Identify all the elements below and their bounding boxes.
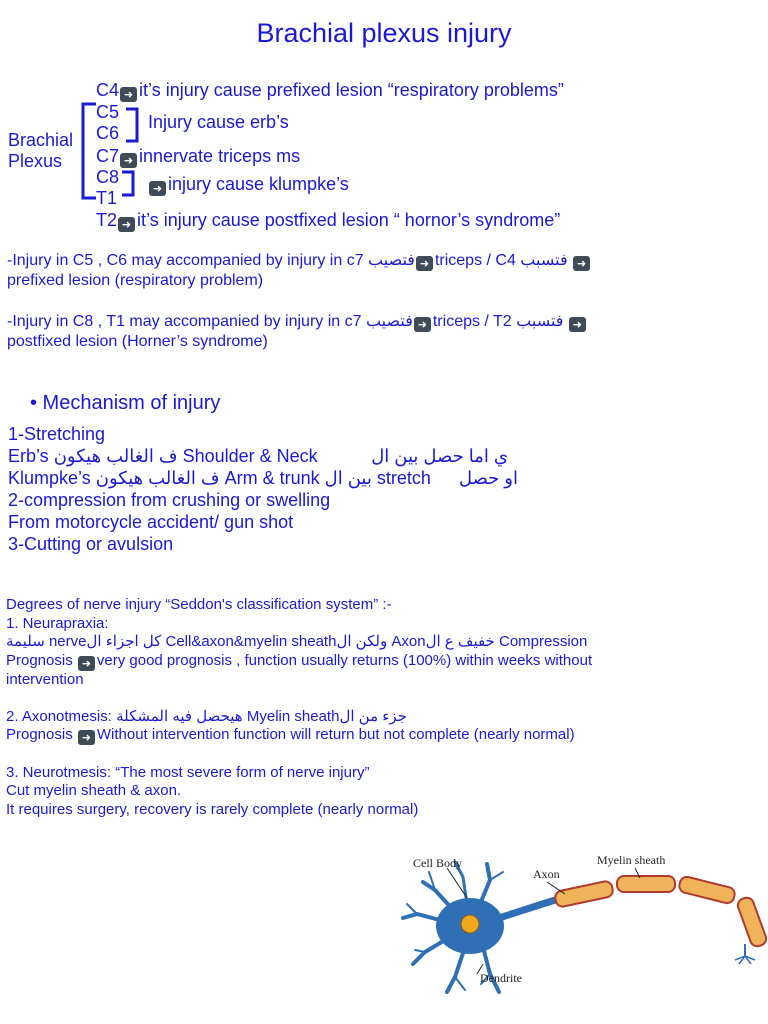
c5-root: C5 bbox=[96, 102, 120, 122]
myelin-segments bbox=[554, 875, 768, 948]
c8t1-bracket bbox=[122, 172, 133, 195]
mechanism-heading: • Mechanism of injury bbox=[30, 392, 221, 414]
arrow-right-icon: ➜ bbox=[573, 256, 590, 271]
t2-line: T2 ➜ it’s injury cause postfixed lesion “ hornor’s syndrome” bbox=[96, 210, 561, 231]
axon-label: Axon bbox=[533, 867, 560, 881]
arrow-right-icon: ➜ bbox=[78, 730, 95, 745]
c5c6-bracket bbox=[126, 109, 137, 141]
arrow-right-icon: ➜ bbox=[569, 317, 586, 332]
arrow-right-icon: ➜ bbox=[120, 87, 137, 102]
dendrite-label: Dendrite bbox=[480, 971, 522, 985]
nucleus-shape bbox=[461, 915, 479, 933]
c7-line: C7 ➜ innervate triceps ms bbox=[96, 146, 301, 167]
page-title: Brachial plexus injury bbox=[256, 18, 512, 48]
note-c8t1: -Injury in C8 , T1 may accompanied by injury in c7 فتصيب ➜ triceps / T2 فتسبب ➜ postfixed lesion (Horner’s syndrome) bbox=[7, 312, 588, 352]
arrow-right-icon: ➜ bbox=[78, 656, 95, 671]
c8-root: C8 bbox=[96, 167, 120, 187]
c8t1-line: ➜ injury cause klumpke’s bbox=[148, 174, 349, 196]
arrow-right-icon: ➜ bbox=[118, 217, 135, 232]
neuron-diagram bbox=[395, 842, 768, 1024]
cell-body-label: Cell Body bbox=[413, 856, 463, 870]
brachial-plexus-label: Brachial Plexus bbox=[8, 130, 74, 171]
arrow-right-icon: ➜ bbox=[149, 181, 166, 196]
c6-root: C6 bbox=[96, 123, 120, 143]
axon-hillock bbox=[499, 900, 555, 918]
arrow-right-icon: ➜ bbox=[414, 317, 431, 332]
arrow-right-icon: ➜ bbox=[416, 256, 433, 271]
t1-root: T1 bbox=[96, 188, 118, 208]
c5c6-text: Injury cause erb’s bbox=[148, 112, 289, 132]
myelin-sheath-label: Myelin sheath bbox=[597, 853, 666, 867]
degrees-section: Degrees of nerve injury “Seddon's classification system” :- 1. Neurapraxia: سليمة nerveكل اجزاء ال Cell&axon&myelin sheathولكن ال Axonخفيف ع ال Compression Prognosis ➜ very good prognosis , function usually returns (100%) within weeks without intervention 2. Axonotmesis: هيحصل فيه المشكلة Myelin sheathجزء من ال Prognosis ➜ Without intervention function will return but not complete (nearly normal) 3. Neurotmesis: “The most severe form of nerve injury” Cut myelin sheath & axon. It requires surgery, recovery is rarely complete (nearly normal) bbox=[6, 596, 593, 818]
c4-line: C4 ➜ it’s injury cause prefixed lesion “respiratory problems” bbox=[96, 80, 564, 101]
axon-terminal-branches bbox=[735, 956, 755, 964]
arrow-right-icon: ➜ bbox=[120, 153, 137, 168]
plexus-left-bracket bbox=[83, 104, 96, 198]
mechanism-list: 1-Stretching ي اما حصل بين ال Erb’s ف الغالب هيكون Shoulder & Neck او حصل Klumpke’s ف الغالب هيكون Arm & trunk بين ال stretch 2-compression from crushing or swelling From motorcycle accident/ gun shot 3-Cutting or avulsion bbox=[8, 424, 518, 554]
note-c5c6: -Injury in C5 , C6 may accompanied by injury in c7 فتصيب ➜ triceps / C4 فتسبب ➜ prefixed lesion (respiratory problem) bbox=[7, 251, 592, 291]
